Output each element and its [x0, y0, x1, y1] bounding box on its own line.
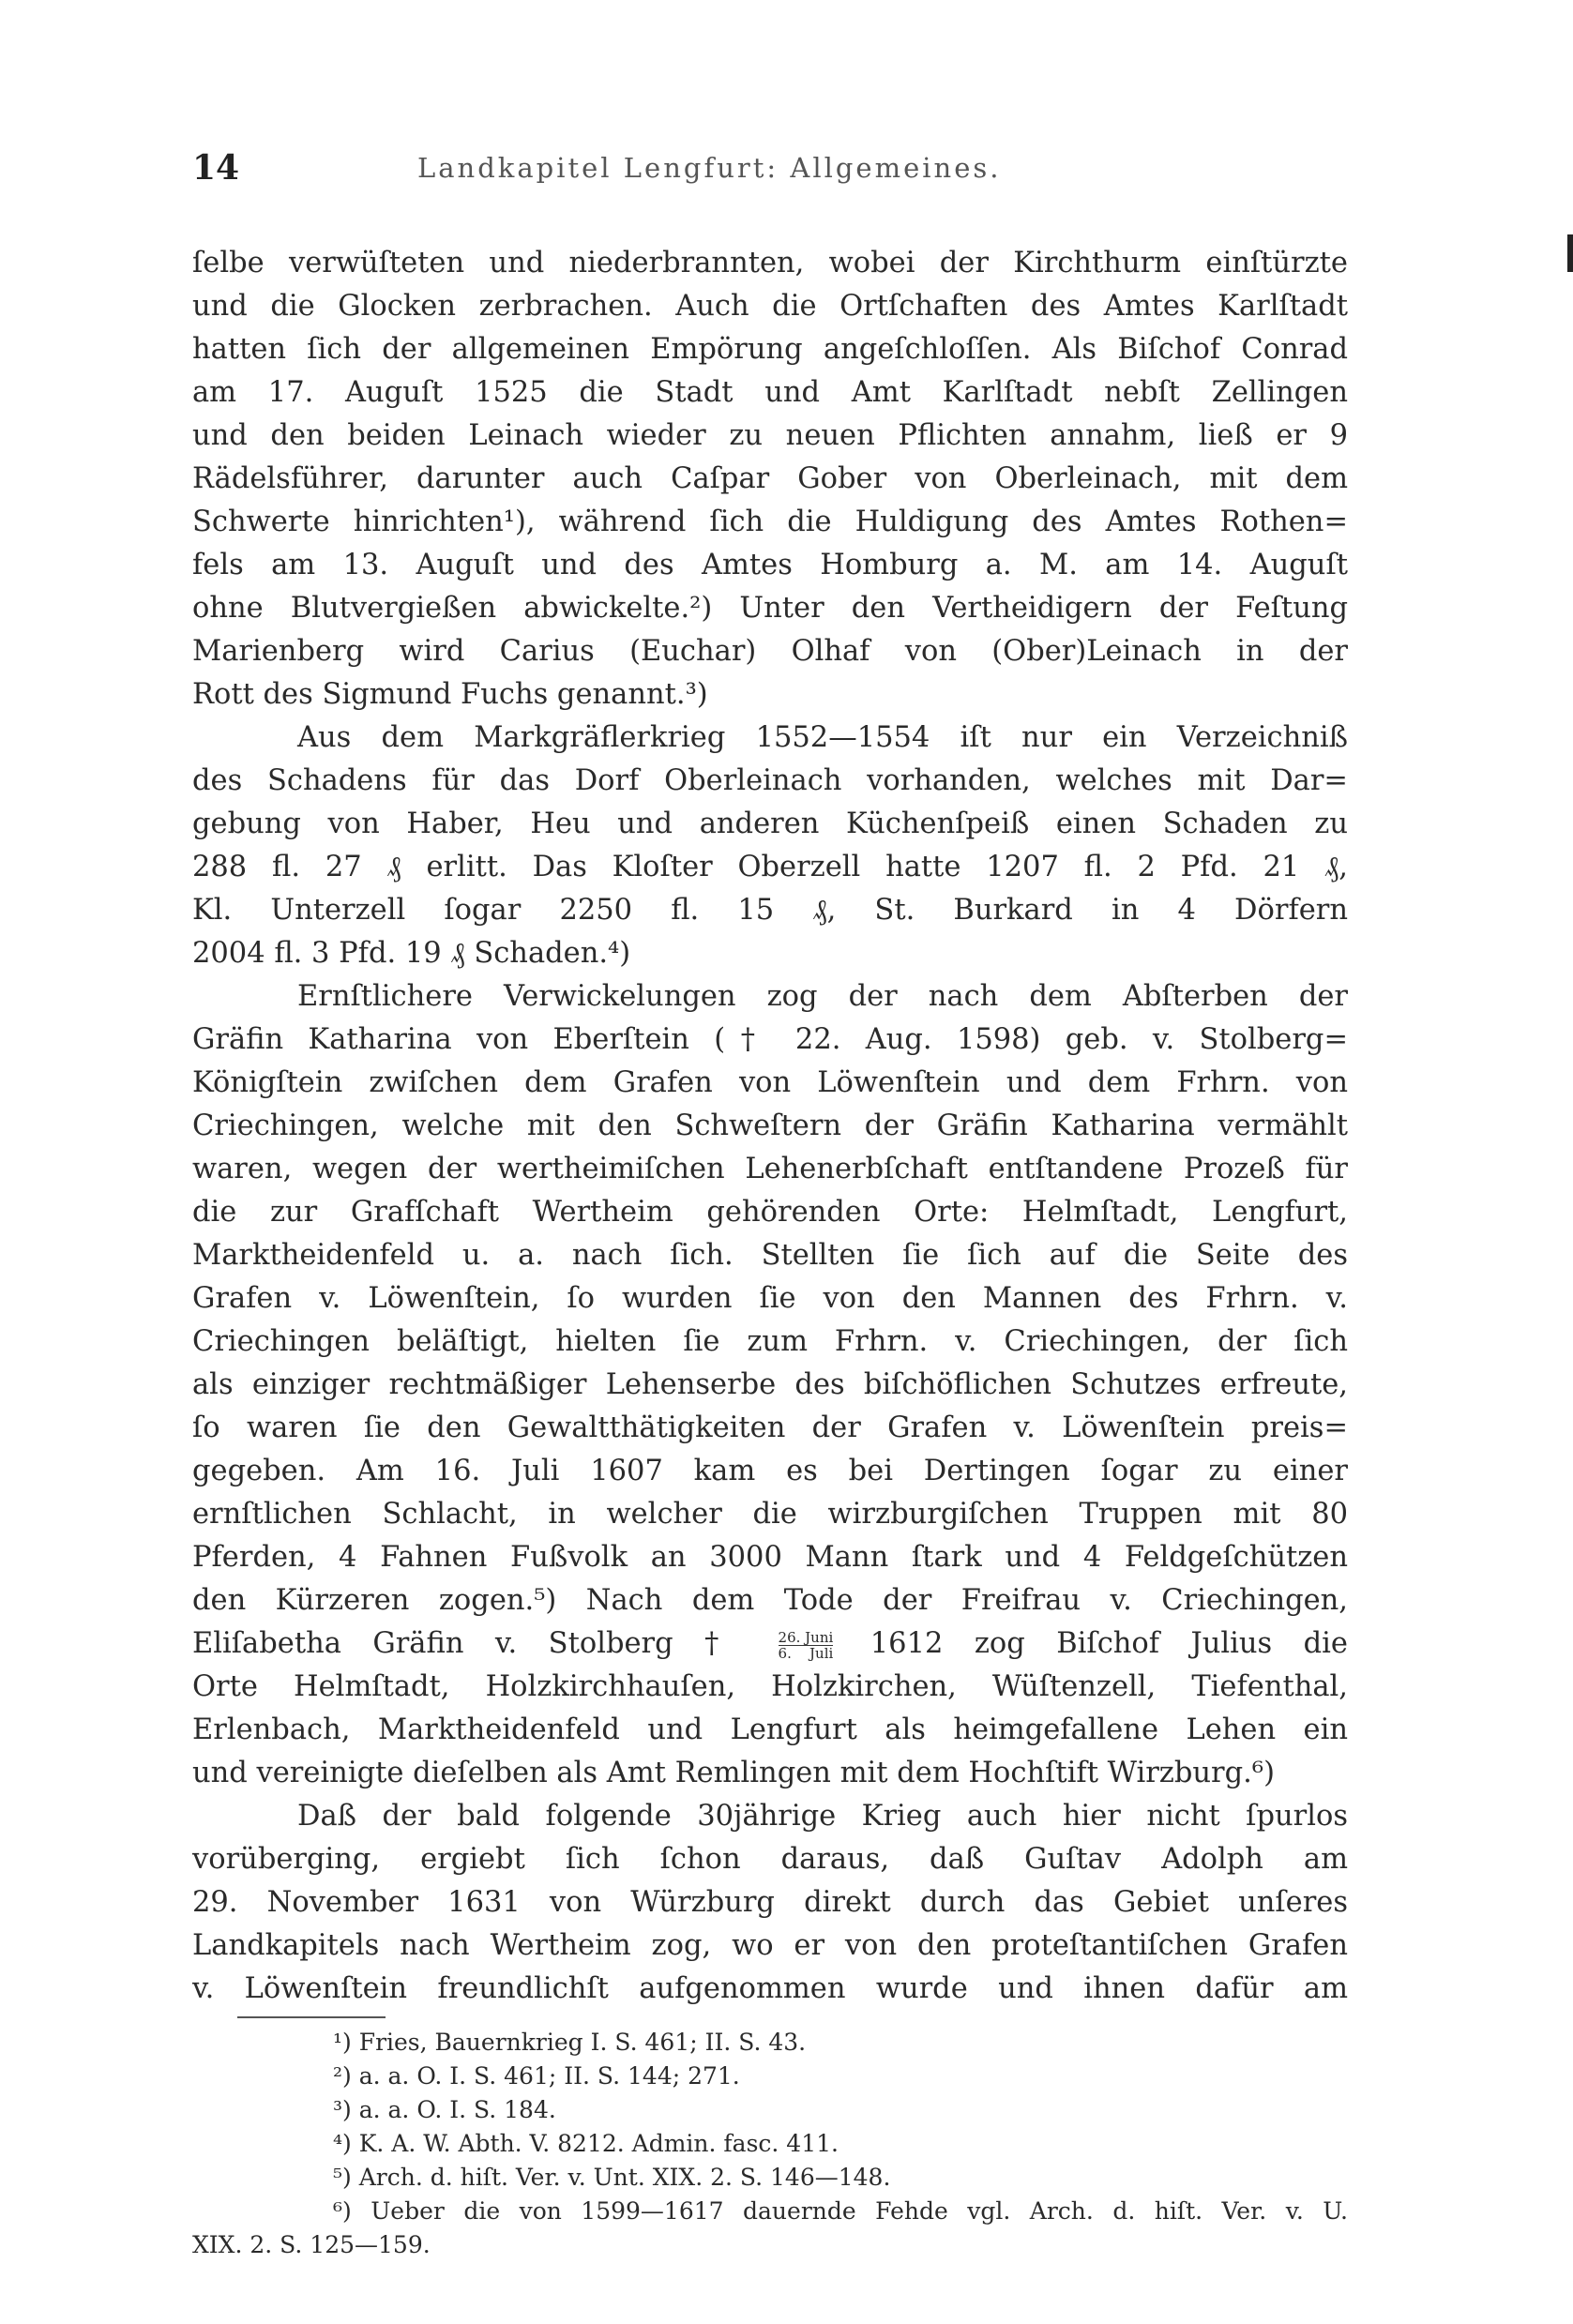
- text-line: hatten ſich der allgemeinen Empörung angeſchloſſen. Als Biſchof Conrad: [192, 333, 1348, 366]
- text-line: Gräfin Katharina von Eberſtein († 22. Aug. 1598) geb. v. Stolberg=: [192, 1023, 1348, 1056]
- text-line: Criechingen, welche mit den Schweſtern der Gräfin Katharina vermählt: [192, 1109, 1348, 1142]
- text-line: ernſtlichen Schlacht, in welcher die wirzburgiſchen Truppen mit 80: [192, 1498, 1348, 1531]
- text-line: am 17. Auguſt 1525 die Stadt und Amt Karlſtadt nebſt Zellingen: [192, 376, 1348, 409]
- footnote: XIX. 2. S. 125—159.: [192, 2231, 431, 2258]
- fraction-numerator: 26. Juni: [778, 1628, 834, 1646]
- text-line: v. Löwenſtein freundlichſt aufgenommen wurde und ihnen dafür am: [192, 1972, 1348, 2005]
- page-number: 14: [192, 148, 240, 188]
- text-line: Landkapitels nach Wertheim zog, wo er von den proteſtantiſchen Grafen: [192, 1929, 1348, 1962]
- paragraph: [192, 717, 1348, 975]
- text-line: waren, wegen der wertheimiſchen Lehenerbſchaft entſtandene Prozeß für: [192, 1153, 1348, 1185]
- text-line: Rädelsführer, darunter auch Caſpar Gober von Oberleinach, mit dem: [192, 462, 1348, 495]
- text-line: Criechingen beläſtigt, hielten ſie zum Frhrn. v. Criechingen, der ſich: [192, 1325, 1348, 1358]
- text-line: 29. November 1631 von Würzburg direkt durch das Gebiet unſeres: [192, 1886, 1348, 1919]
- fraction-denominator: 6. Juli: [778, 1644, 834, 1662]
- text-line: Daß der bald folgende 30jährige Krieg auch hier nicht ſpurlos: [297, 1800, 1348, 1833]
- footnote: ⁴) K. A. W. Abth. V. 8212. Admin. fasc. 411.: [333, 2130, 839, 2157]
- text-line: Orte Helmſtadt, Holzkirchhauſen, Holzkirchen, Wüſtenzell, Tiefenthal,: [192, 1670, 1348, 1703]
- footnote: ¹) Fries, Bauernkrieg I. S. 461; II. S. 43.: [333, 2029, 807, 2056]
- text-line: ſo waren ſie den Gewaltthätigkeiten der Grafen v. Löwenſtein preis=: [192, 1411, 1348, 1444]
- text-line: Königſtein zwiſchen dem Grafen von Löwenſtein und dem Frhrn. von: [192, 1066, 1348, 1099]
- text-line: die zur Grafſchaft Wertheim gehörenden Orte: Helmſtadt, Lengfurt,: [192, 1196, 1348, 1229]
- text-line: 288 fl. 27 ₰ erlitt. Das Kloſter Oberzell hatte 1207 fl. 2 Pfd. 21 ₰,: [192, 851, 1348, 883]
- line-segment: 1612 zog Biſchof Julius die: [870, 1627, 1348, 1660]
- text-line: Pferden, 4 Fahnen Fußvolk an 3000 Mann ſtark und 4 Feldgeſchützen: [192, 1541, 1348, 1574]
- date-fraction: [779, 1630, 834, 1661]
- text-line: und vereinigte dieſelben als Amt Remlingen mit dem Hochſtift Wirzburg.⁶): [192, 1757, 1275, 1789]
- running-title: Landkapitel Lengfurt: Allgemeines.: [417, 152, 1002, 184]
- text-line: Marktheidenfeld u. a. nach ſich. Stellten ſie ſich auf die Seite des: [192, 1239, 1348, 1272]
- page-edge-mark: [1567, 234, 1573, 272]
- footnotes: [192, 2026, 1348, 2262]
- body-text: [192, 242, 1348, 2011]
- footnote: ⁶) Ueber die von 1599—1617 dauernde Fehde vgl. Arch. d. hiſt. Ver. v. U.: [333, 2197, 1348, 2225]
- paragraph: [192, 242, 1348, 717]
- text-line: vorüberging, ergiebt ſich ſchon daraus, daß Guſtav Adolph am: [192, 1843, 1348, 1876]
- text-line: Schwerte hinrichten¹), während ſich die Huldigung des Amtes Rothen=: [192, 506, 1348, 538]
- text-line: den Kürzeren zogen.⁵) Nach dem Tode der Freifrau v. Criechingen,: [192, 1584, 1348, 1617]
- paragraph: [192, 1795, 1348, 2011]
- footnote: ⁵) Arch. d. hiſt. Ver. v. Unt. XIX. 2. S. 146—148.: [333, 2164, 891, 2191]
- footnote: ²) a. a. O. I. S. 461; II. S. 144; 271.: [333, 2062, 740, 2090]
- text-line: und den beiden Leinach wieder zu neuen Pflichten annahm, ließ er 9: [192, 419, 1348, 452]
- text-line: des Schadens für das Dorf Oberleinach vorhanden, welches mit Dar=: [192, 764, 1348, 797]
- footnote: ³) a. a. O. I. S. 184.: [333, 2096, 556, 2123]
- text-line: Kl. Unterzell ſogar 2250 fl. 15 ₰, St. Burkard in 4 Dörfern: [192, 894, 1348, 927]
- page-header: [192, 148, 1346, 195]
- text-line: 2004 fl. 3 Pfd. 19 ₰ Schaden.⁴): [192, 937, 631, 970]
- paragraph: [192, 975, 1348, 1795]
- text-line: Erlenbach, Marktheidenfeld und Lengfurt als heimgefallene Lehen ein: [192, 1713, 1348, 1746]
- text-line: ſelbe verwüſteten und niederbrannten, wobei der Kirchthurm einſtürzte: [192, 247, 1348, 279]
- text-line: Ernſtlichere Verwickelungen zog der nach dem Abſterben der: [297, 980, 1348, 1013]
- text-line: [192, 1622, 1348, 1666]
- line-segment: Eliſabetha Gräfin v. Stolberg †: [192, 1627, 742, 1660]
- text-line: als einziger rechtmäßiger Lehenserbe des biſchöflichen Schutzes erfreute,: [192, 1368, 1348, 1401]
- footnote-rule: [237, 2016, 386, 2018]
- text-line: gebung von Haber, Heu und anderen Küchenſpeiß einen Schaden zu: [192, 807, 1348, 840]
- text-line: Marienberg wird Carius (Euchar) Olhaf von (Ober)Leinach in der: [192, 635, 1348, 668]
- text-line: fels am 13. Auguſt und des Amtes Homburg a. M. am 14. Auguſt: [192, 549, 1348, 581]
- text-line: und die Glocken zerbrachen. Auch die Ortſchaften des Amtes Karlſtadt: [192, 290, 1348, 323]
- text-line: Grafen v. Löwenſtein, ſo wurden ſie von den Mannen des Frhrn. v.: [192, 1282, 1348, 1315]
- text-line: Rott des Sigmund Fuchs genannt.³): [192, 678, 708, 711]
- text-line: Aus dem Markgräflerkrieg 1552—1554 iſt nur ein Verzeichniß: [297, 721, 1348, 754]
- text-line: gegeben. Am 16. Juli 1607 kam es bei Dertingen ſogar zu einer: [192, 1455, 1348, 1487]
- text-line: ohne Blutvergießen abwickelte.²) Unter den Vertheidigern der Feſtung: [192, 592, 1348, 625]
